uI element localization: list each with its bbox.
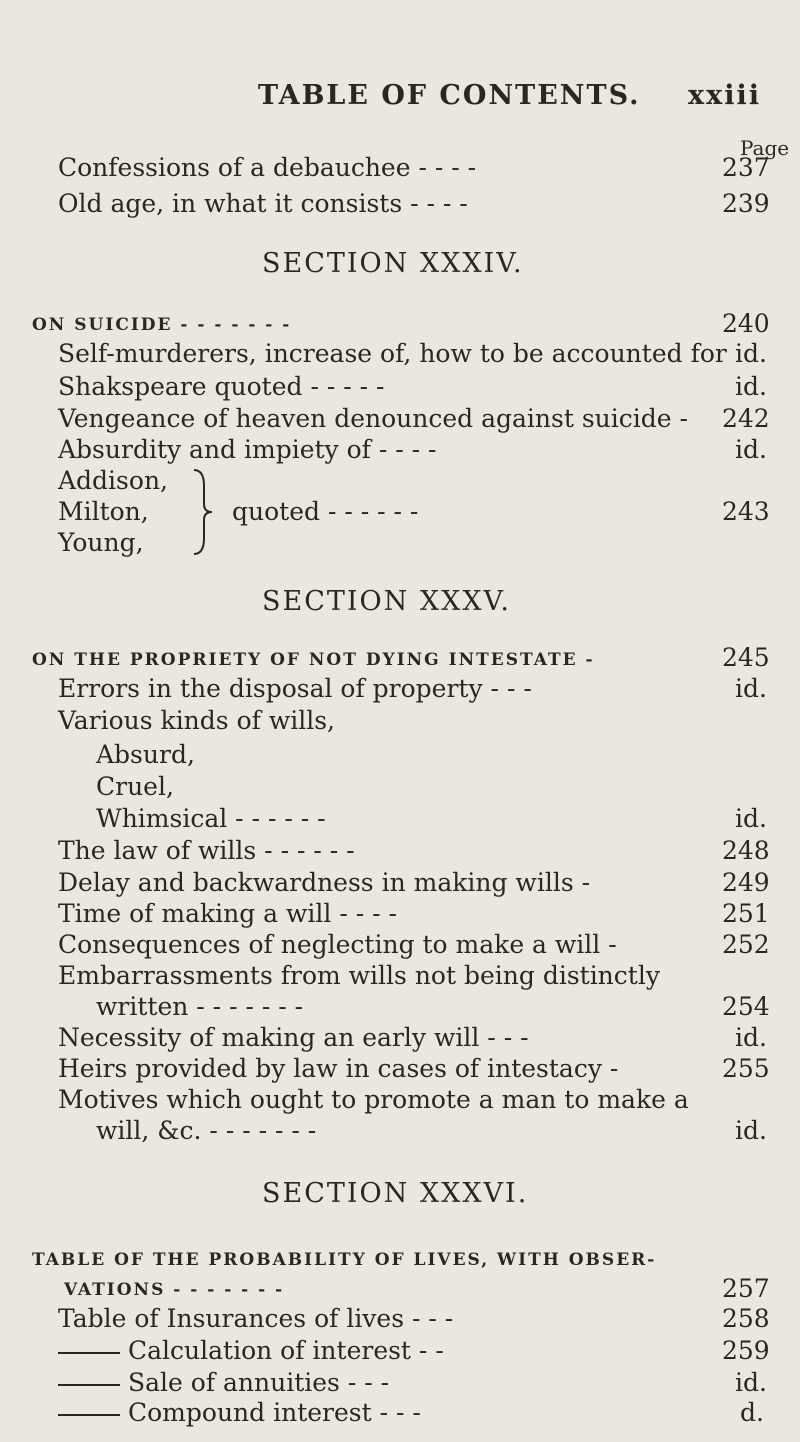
- toc-page-number: 243: [722, 497, 770, 526]
- ditto-rule: [58, 1384, 120, 1386]
- section-heading: SECTION XXXV.: [262, 586, 511, 617]
- toc-page-number: 255: [722, 1054, 770, 1083]
- toc-page-number: id.: [735, 804, 767, 833]
- toc-page-number: 237: [722, 153, 770, 182]
- quoted-author-name: Addison,: [58, 466, 168, 495]
- toc-page-number: 245: [722, 643, 770, 672]
- toc-entry: Absurdity and impiety of - - - -: [58, 435, 437, 464]
- toc-page-number: d.: [740, 1398, 764, 1427]
- toc-entry: Embarrassments from wills not being distinctly: [58, 961, 660, 990]
- toc-page-number: 257: [722, 1274, 770, 1303]
- toc-page-number: 239: [722, 189, 770, 218]
- section-heading: SECTION XXXVI.: [262, 1178, 529, 1209]
- toc-page-number: 249: [722, 868, 770, 897]
- toc-entry: Necessity of making an early will - - -: [58, 1023, 529, 1052]
- toc-entry: Various kinds of wills,: [58, 706, 335, 735]
- quoted-author-name: Milton,: [58, 497, 149, 526]
- toc-entry: Old age, in what it consists - - - -: [58, 189, 468, 218]
- toc-page-number: 259: [722, 1336, 770, 1365]
- toc-entry: Table of Insurances of lives - - -: [58, 1304, 454, 1333]
- toc-entry: Time of making a will - - - -: [58, 899, 397, 928]
- toc-page-number: id.: [735, 1023, 767, 1052]
- toc-entry: Consequences of neglecting to make a will -: [58, 930, 617, 959]
- section-topic: ON SUICIDE - - - - - - -: [32, 315, 292, 335]
- toc-entry: Cruel,: [96, 772, 174, 801]
- toc-entry: [58, 1368, 389, 1397]
- toc-entry: written - - - - - - -: [96, 992, 304, 1021]
- toc-page-number: 258: [722, 1304, 770, 1333]
- toc-entry: Absurd,: [96, 740, 195, 769]
- toc-page-number: id.: [735, 372, 767, 401]
- section-topic: TABLE OF THE PROBABILITY OF LIVES, WITH OBSER-: [32, 1250, 657, 1270]
- toc-page-number: id.: [735, 674, 767, 703]
- toc-page-number: 251: [722, 899, 770, 928]
- section-topic: VATIONS - - - - - - -: [64, 1280, 285, 1300]
- toc-entry-text: Sale of annuities - - -: [128, 1368, 390, 1397]
- toc-page-number: 242: [722, 404, 770, 433]
- toc-page-number: id.: [735, 339, 767, 368]
- ditto-rule: [58, 1352, 120, 1354]
- toc-entry: Self-murderers, increase of, how to be accounted for: [58, 339, 727, 368]
- quoted-author-name: Young,: [58, 528, 144, 557]
- toc-entry: Delay and backwardness in making wills -: [58, 868, 591, 897]
- section-heading: SECTION XXXIV.: [262, 248, 524, 279]
- toc-page-number: id.: [735, 1116, 767, 1145]
- toc-entry: will, &c. - - - - - - -: [96, 1116, 317, 1145]
- toc-entry: Whimsical - - - - - -: [96, 804, 326, 833]
- toc-page-number: 254: [722, 992, 770, 1021]
- toc-entry: quoted - - - - - -: [232, 497, 419, 526]
- toc-entry: Shakspeare quoted - - - - -: [58, 372, 385, 401]
- toc-page-number: 252: [722, 930, 770, 959]
- toc-page-number: id.: [735, 1368, 767, 1397]
- toc-page-number: 240: [722, 309, 770, 338]
- toc-entry: Errors in the disposal of property - - -: [58, 674, 532, 703]
- toc-entry: Heirs provided by law in cases of intestacy -: [58, 1054, 619, 1083]
- curly-brace: [190, 466, 214, 558]
- running-title: TABLE OF CONTENTS.: [258, 80, 641, 111]
- toc-entry: Vengeance of heaven denounced against suicide -: [58, 404, 688, 433]
- section-topic: ON THE PROPRIETY OF NOT DYING INTESTATE -: [32, 650, 595, 670]
- toc-page-number: 248: [722, 836, 770, 865]
- toc-entry: Confessions of a debauchee - - - -: [58, 153, 477, 182]
- toc-entry: Motives which ought to promote a man to make a: [58, 1085, 689, 1114]
- page-numeral: xxiii: [688, 80, 761, 111]
- toc-page-number: id.: [735, 435, 767, 464]
- ditto-rule: [58, 1414, 120, 1416]
- toc-entry-text: Compound interest - - -: [128, 1398, 421, 1427]
- toc-entry-text: Calculation of interest - -: [128, 1336, 444, 1365]
- toc-entry: [58, 1398, 421, 1427]
- toc-entry: The law of wills - - - - - -: [58, 836, 355, 865]
- page-column-label: Page: [740, 136, 790, 160]
- toc-entry: [58, 1336, 444, 1365]
